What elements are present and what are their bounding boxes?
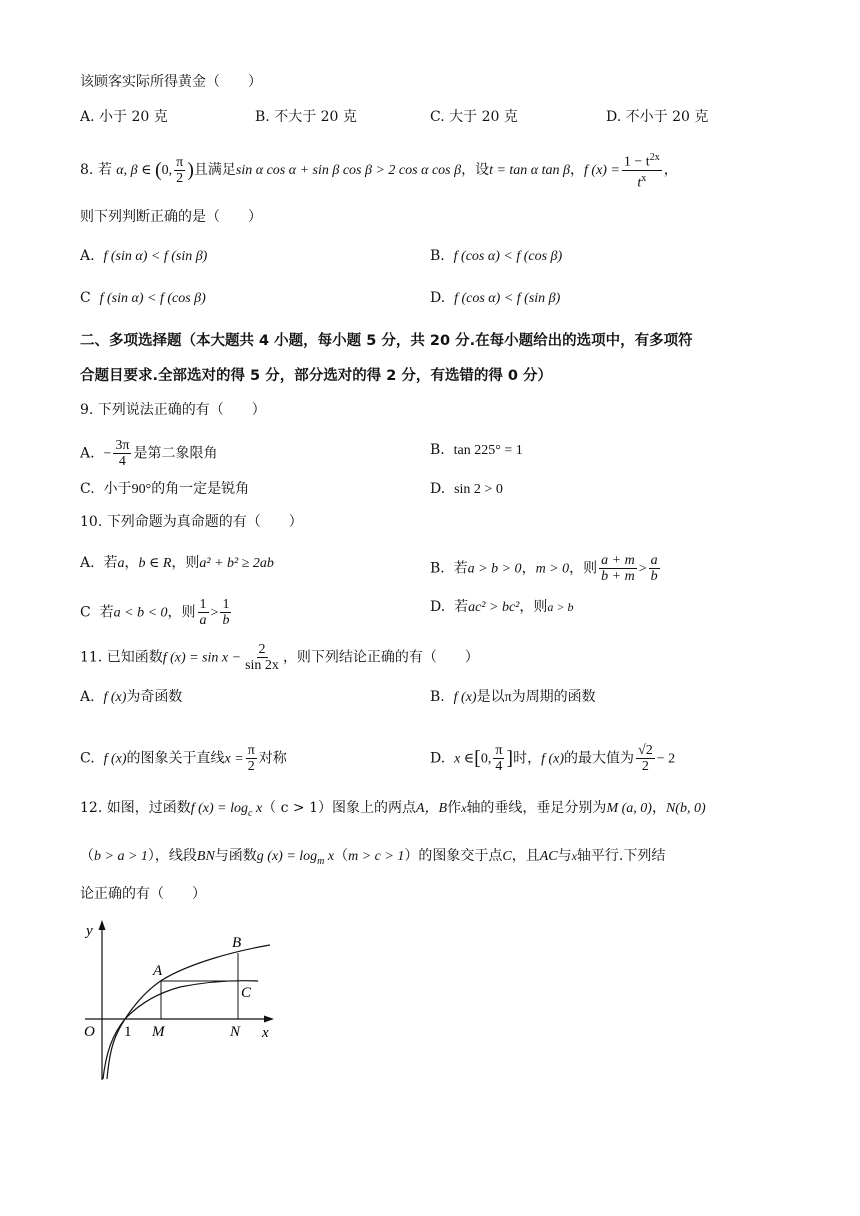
- q11-option-b[interactable]: B. f (x)是以π为周期的函数: [430, 689, 596, 705]
- q12-line1: 12. 如图，过函数f $(x) = \log_c x$（ c > 1）图象上的两点A，B作x轴的垂线，垂足分别为M (a, 0)，N(b, 0): [80, 800, 706, 819]
- q12-line3: 论正确的有（ ）: [80, 886, 206, 902]
- x-axis-arrow: [264, 1016, 274, 1023]
- q8-inequality: sin α cos α + sin β cos β > 2 cos α cos β: [235, 163, 462, 179]
- q9-option-d[interactable]: D. sin 2 > 0: [430, 481, 503, 497]
- q9-option-c[interactable]: C. 小于90°的角一定是锐角: [80, 481, 250, 497]
- label-N: N: [230, 1024, 241, 1040]
- q8-option-d[interactable]: D. f (cos α) < f (sin β): [430, 290, 561, 306]
- label-1: 1: [124, 1024, 132, 1040]
- q7-option-b[interactable]: B. 不大于 20 克: [255, 109, 357, 125]
- q8-sep: ，: [570, 162, 585, 179]
- q8-alpha-beta: α, β: [116, 163, 138, 179]
- q8-pi-over-2: $\frac{\pi}{2}$: [176, 154, 184, 186]
- q8-option-a[interactable]: A. f (sin α) < f (sin β): [80, 248, 208, 264]
- label-O: O: [84, 1024, 95, 1040]
- q8-option-c[interactable]: C f (sin α) < f (cos β): [80, 290, 206, 306]
- label-y: y: [86, 923, 93, 939]
- q7-option-c[interactable]: C. 大于 20 克: [430, 109, 518, 125]
- q9-option-a[interactable]: A. − $\frac{3\pi}{4}$ 是第二象限角: [80, 438, 218, 469]
- q11-stem: 11. 已知函数f (x) = sin x − $\frac{2}{\sin 2x}$ ，则下列结论正确的有（ ）: [80, 642, 479, 673]
- q12-figure: [70, 915, 290, 1085]
- y-axis-arrow: [99, 920, 106, 930]
- q8-cond-text: 且满足: [193, 162, 236, 179]
- q10-option-b[interactable]: B. 若a > b > 0，m > 0，则 $\frac{a + m}{b + m}$ > $\frac{a}{b}$: [430, 553, 658, 584]
- q8-t-def: t = tan α tan β: [489, 163, 571, 179]
- q11-option-c[interactable]: C. f (x)的图象关于直线x = $\frac{\pi}{2}$ 对称: [80, 743, 287, 774]
- q10-option-c[interactable]: C 若a < b < 0，则 $\frac{1}{a}$ > $\frac{1}{b}$: [80, 597, 230, 628]
- q7-stem-tail: 该顾客实际所得黄金（ ）: [80, 74, 262, 90]
- section2-heading-line1: 二、多项选择题（本大题共 4 小题，每小题 5 分，共 20 分.在每小题给出的选项中，有多项符: [80, 333, 693, 349]
- q8-f-fraction: $\frac{1 - t^{2x}}{t^x}$: [623, 152, 660, 191]
- section2-heading-line2: 合题目要求.全部选对的得 5 分，部分选对的得 2 分，有选错的得 0 分）: [80, 368, 553, 384]
- q11-option-d[interactable]: D. x ∈[0, $\frac{\pi}{4}$ ]时，f (x)的最大值为 $\frac{√2}{2}$ − 2: [430, 743, 676, 774]
- q9-stem: 9. 下列说法正确的有（ ）: [80, 402, 266, 418]
- q7-option-a[interactable]: A. 小于 20 克: [80, 109, 168, 125]
- label-C: C: [241, 985, 252, 1001]
- q8-end: ，: [663, 162, 678, 179]
- q10-stem: 10. 下列命题为真命题的有（ ）: [80, 514, 303, 530]
- q12-line2: （b > a > 1），线段BN与函数g $(x) = \log_m x(m > c > 1)$的图象交于点C，且AC与x轴平行.下列结: [80, 848, 666, 867]
- q8-ask: 则下列判断正确的是（ ）: [80, 209, 262, 225]
- q8-number: 8.: [80, 162, 98, 179]
- label-A: A: [153, 963, 163, 979]
- q10-option-a[interactable]: A. 若a，b ∈ R，则a² + b² ≥ 2ab: [80, 555, 274, 571]
- q8-in: ∈: [137, 163, 155, 179]
- q10-option-d[interactable]: D. 若ac² > bc²，则a > b: [430, 599, 574, 615]
- label-M: M: [152, 1024, 165, 1040]
- q8-stem: [80, 150, 678, 190]
- q11-option-a[interactable]: A. f (x)为奇函数: [80, 689, 183, 705]
- label-x: x: [262, 1025, 269, 1041]
- q8-pre: 若: [97, 162, 112, 179]
- q8-paren-close: ): [187, 159, 194, 182]
- q8-option-b[interactable]: B. f (cos α) < f (cos β): [430, 248, 563, 264]
- q8-paren-open: (: [154, 159, 162, 182]
- q8-set-t: ，设: [461, 162, 490, 179]
- q8-zero: 0,: [161, 163, 173, 179]
- q9-option-b[interactable]: B. tan 225° = 1: [430, 442, 523, 458]
- q8-f-prefix: f (x) =: [584, 163, 620, 179]
- label-B: B: [232, 935, 242, 951]
- q7-option-d[interactable]: D. 不小于 20 克: [606, 109, 709, 125]
